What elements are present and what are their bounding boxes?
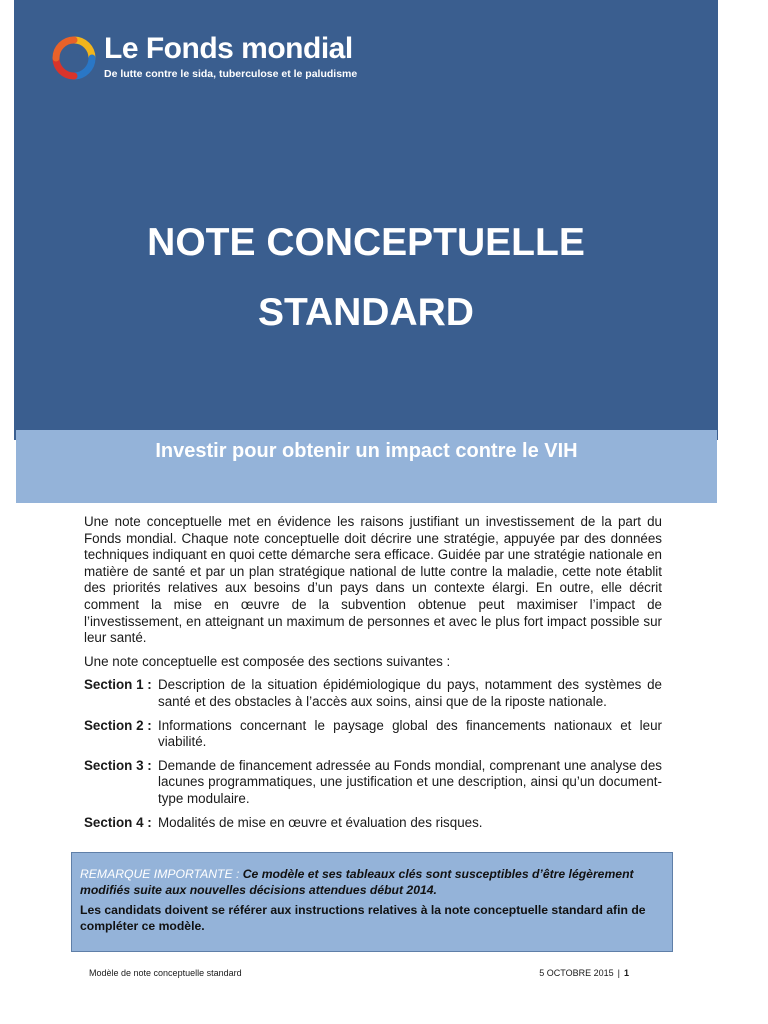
section-item (84, 677, 662, 710)
page-footer (89, 968, 629, 978)
section-label: Section 2 : (84, 717, 152, 733)
notice-label: REMARQUE IMPORTANTE : (80, 867, 240, 881)
section-label: Section 1 : (84, 677, 152, 693)
notice-text: Ce modèle et ses tableaux clés sont susceptibles d’être légèrement modifiés suite aux nouvelles décisions attendues début 2014. (80, 867, 634, 897)
footer-separator: | (617, 968, 620, 978)
section-label: Section 4 : (84, 814, 152, 830)
section-text: Demande de financement adressée au Fonds mondial, comprenant une analyse des lacunes programmatiques, une justification et une description, ainsi qu’un document-type modulaire. (158, 757, 662, 806)
logo-subtitle: De lutte contre le sida, tuberculose et le paludisme (104, 68, 358, 80)
subtitle-band (16, 430, 717, 503)
section-text: Description de la situation épidémiologique du pays, notamment des systèmes de santé et des obstacles à l’accès aux soins, ainsi que de la riposte nationale. (158, 677, 662, 709)
global-fund-logo-icon (48, 32, 100, 84)
title-line-1: NOTE CONCEPTUELLE (147, 221, 585, 264)
footer-right (539, 968, 629, 978)
title-line-2: STANDARD (258, 291, 474, 334)
important-notice-box (71, 852, 673, 952)
document-body (84, 514, 662, 838)
logo-title: Le Fonds mondial (104, 32, 353, 65)
logo (48, 32, 357, 84)
section-item (84, 758, 662, 808)
cover-header (14, 0, 718, 440)
section-text: Modalités de mise en œuvre et évaluation des risques. (158, 814, 483, 830)
footer-date: 5 OCTOBRE 2015 (539, 968, 614, 978)
section-item (84, 718, 662, 751)
section-item (84, 815, 662, 832)
page-number: 1 (623, 968, 629, 978)
subtitle-text: Investir pour obtenir un impact contre le VIH (155, 440, 578, 462)
document-title (14, 208, 718, 348)
notice-paragraph (80, 867, 664, 898)
section-label: Section 3 : (84, 757, 152, 773)
footer-document-name: Modèle de note conceptuelle standard (89, 968, 242, 978)
sections-intro: Une note conceptuelle est composée des sections suivantes : (84, 653, 451, 669)
intro-paragraph: Une note conceptuelle met en évidence les raisons justifiant un investissement de la part du Fonds mondial. Chaque note conceptuelle doit décrire une stratégie, appuyée par des données techniques indiquant en quoi cette démarche sera efficace. Guidée par une stratégie nationale en matière de santé et par un plan stratégique national de lutte contre la maladie, cette note établit des priorités relatives aux besoins d’un pays dans un contexte élargi. En outre, elle décrit comment la mise en œuvre de la subvention obtenue peut maximiser l’impact de l’investissement, en atteignant un maximum de personnes et avec le plus fort impact possible sur leur santé. (84, 514, 662, 646)
notice-instructions: Les candidats doivent se référer aux instructions relatives à la note conceptuelle standard afin de compléter ce modèle. (80, 903, 646, 933)
section-text: Informations concernant le paysage global des financements nationaux et leur viabilité. (158, 717, 662, 750)
